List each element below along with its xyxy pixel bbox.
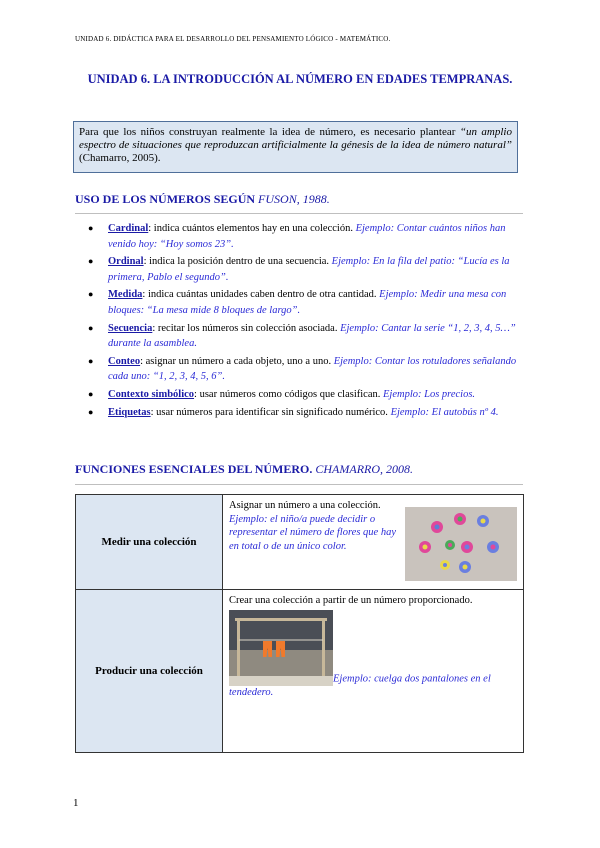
use-text: : indica cuántos elementos hay en una colección. bbox=[148, 223, 356, 234]
use-example: Ejemplo: Contar cuántos niños han venido hoy: “Hoy somos 23”. bbox=[108, 223, 506, 250]
use-term: Secuencia bbox=[108, 322, 153, 334]
function-label: Producir una colección bbox=[76, 590, 223, 753]
bullet-icon: ● bbox=[88, 223, 94, 233]
function-cell bbox=[223, 590, 524, 753]
flower-icon bbox=[440, 560, 450, 570]
use-text: : indica cuántas unidades caben dentro de otra cantidad. bbox=[142, 289, 380, 301]
flower-icon bbox=[459, 561, 471, 573]
use-text: : asignar un número a cada objeto, uno a uno. bbox=[140, 355, 334, 367]
bullet-icon: ● bbox=[88, 256, 94, 267]
use-term: Medida bbox=[108, 289, 143, 301]
use-term: Etiquetas bbox=[108, 406, 151, 418]
function-example: Ejemplo: cuelga dos pantalones en el tendedero. bbox=[229, 673, 491, 698]
list-item bbox=[88, 254, 523, 285]
list-item bbox=[88, 321, 523, 352]
bullet-icon: ● bbox=[88, 322, 94, 333]
section-heading-functions-author: CHAMARRO, 2008. bbox=[315, 462, 414, 476]
clothesline-photo bbox=[229, 610, 333, 686]
use-term: Contexto simbólico bbox=[108, 388, 195, 400]
flower-icon bbox=[419, 541, 431, 553]
use-term: Cardinal bbox=[108, 223, 149, 234]
function-text: Asignar un número a una colección. bbox=[229, 500, 381, 511]
section-heading-uses-title: USO DE LOS NÚMEROS SEGÚN bbox=[75, 192, 259, 206]
list-item bbox=[88, 221, 523, 252]
flowers-photo bbox=[405, 507, 517, 581]
use-example: Ejemplo: Los precios. bbox=[383, 388, 476, 400]
uses-list bbox=[88, 221, 523, 420]
flower-icon bbox=[431, 521, 443, 533]
bullet-icon: ● bbox=[88, 289, 94, 300]
section-heading-uses-author: FUSON, 1988. bbox=[258, 192, 330, 206]
flower-icon bbox=[487, 541, 499, 553]
function-example: Ejemplo: el niño/a puede decidir o representar el número de flores que hay en total o de un único color. bbox=[229, 513, 396, 552]
intro-citation: (Chamarro, 2005). bbox=[79, 152, 161, 164]
use-text: : usar números como códigos que clasifican. bbox=[194, 388, 383, 400]
list-item bbox=[88, 405, 523, 421]
section-divider bbox=[75, 484, 523, 485]
table-row bbox=[76, 590, 524, 753]
use-text: : indica la posición dentro de una secuencia. bbox=[143, 256, 332, 268]
use-example: Ejemplo: En la fila del patio: “Lucía es la primera, Pablo el segundo”. bbox=[108, 256, 510, 283]
use-example: Ejemplo: El autobús nº 4. bbox=[390, 406, 499, 418]
section-divider bbox=[75, 213, 523, 214]
use-text: : recitar los números sin colección asociada. bbox=[152, 322, 341, 334]
intro-quote: “un amplio espectro de situaciones que reproduzcan artificialmente la génesis de la idea de número natural” bbox=[79, 126, 512, 151]
section-heading-uses bbox=[75, 192, 330, 207]
use-term: Ordinal bbox=[108, 256, 144, 268]
use-term: Conteo bbox=[108, 355, 141, 367]
page-number: 1 bbox=[73, 797, 79, 809]
intro-box bbox=[73, 121, 518, 173]
use-text: : usar números para identificar sin significado numérico. bbox=[150, 406, 391, 418]
function-text: Crear una colección a partir de un número proporcionado. bbox=[229, 595, 473, 606]
flower-icon bbox=[454, 513, 466, 525]
list-item bbox=[88, 387, 523, 403]
use-example: Ejemplo: Contar los rotuladores señalando cada uno: “1, 2, 3, 4, 5, 6”. bbox=[108, 355, 517, 383]
list-item bbox=[88, 287, 523, 318]
intro-text: Para que los niños construyan realmente la idea de número, es necesario plantear bbox=[79, 126, 460, 138]
flower-icon bbox=[477, 515, 489, 527]
bullet-icon: ● bbox=[88, 388, 94, 399]
bullet-icon: ● bbox=[88, 355, 94, 366]
use-example: Ejemplo: Medir una mesa con bloques: “La mesa mide 8 bloques de largo”. bbox=[108, 289, 507, 316]
bullet-icon: ● bbox=[88, 406, 94, 417]
function-cell bbox=[223, 495, 524, 590]
use-example: Ejemplo: Cantar la serie “1, 2, 3, 4, 5…” durante la asamblea. bbox=[108, 322, 516, 350]
flower-icon bbox=[445, 540, 455, 550]
section-heading-functions bbox=[75, 462, 413, 477]
section-heading-functions-title: FUNCIONES ESENCIALES DEL NÚMERO. bbox=[75, 462, 316, 476]
function-label: Medir una colección bbox=[76, 495, 223, 590]
functions-table bbox=[75, 494, 524, 753]
running-header: UNIDAD 6. DIDÁCTICA PARA EL DESARROLLO DEL PENSAMIENTO LÓGICO - MATEMÁTICO. bbox=[75, 35, 391, 43]
list-item bbox=[88, 354, 523, 385]
flower-icon bbox=[461, 541, 473, 553]
table-row bbox=[76, 495, 524, 590]
page-title: UNIDAD 6. LA INTRODUCCIÓN AL NÚMERO EN EDADES TEMPRANAS. bbox=[87, 72, 513, 86]
